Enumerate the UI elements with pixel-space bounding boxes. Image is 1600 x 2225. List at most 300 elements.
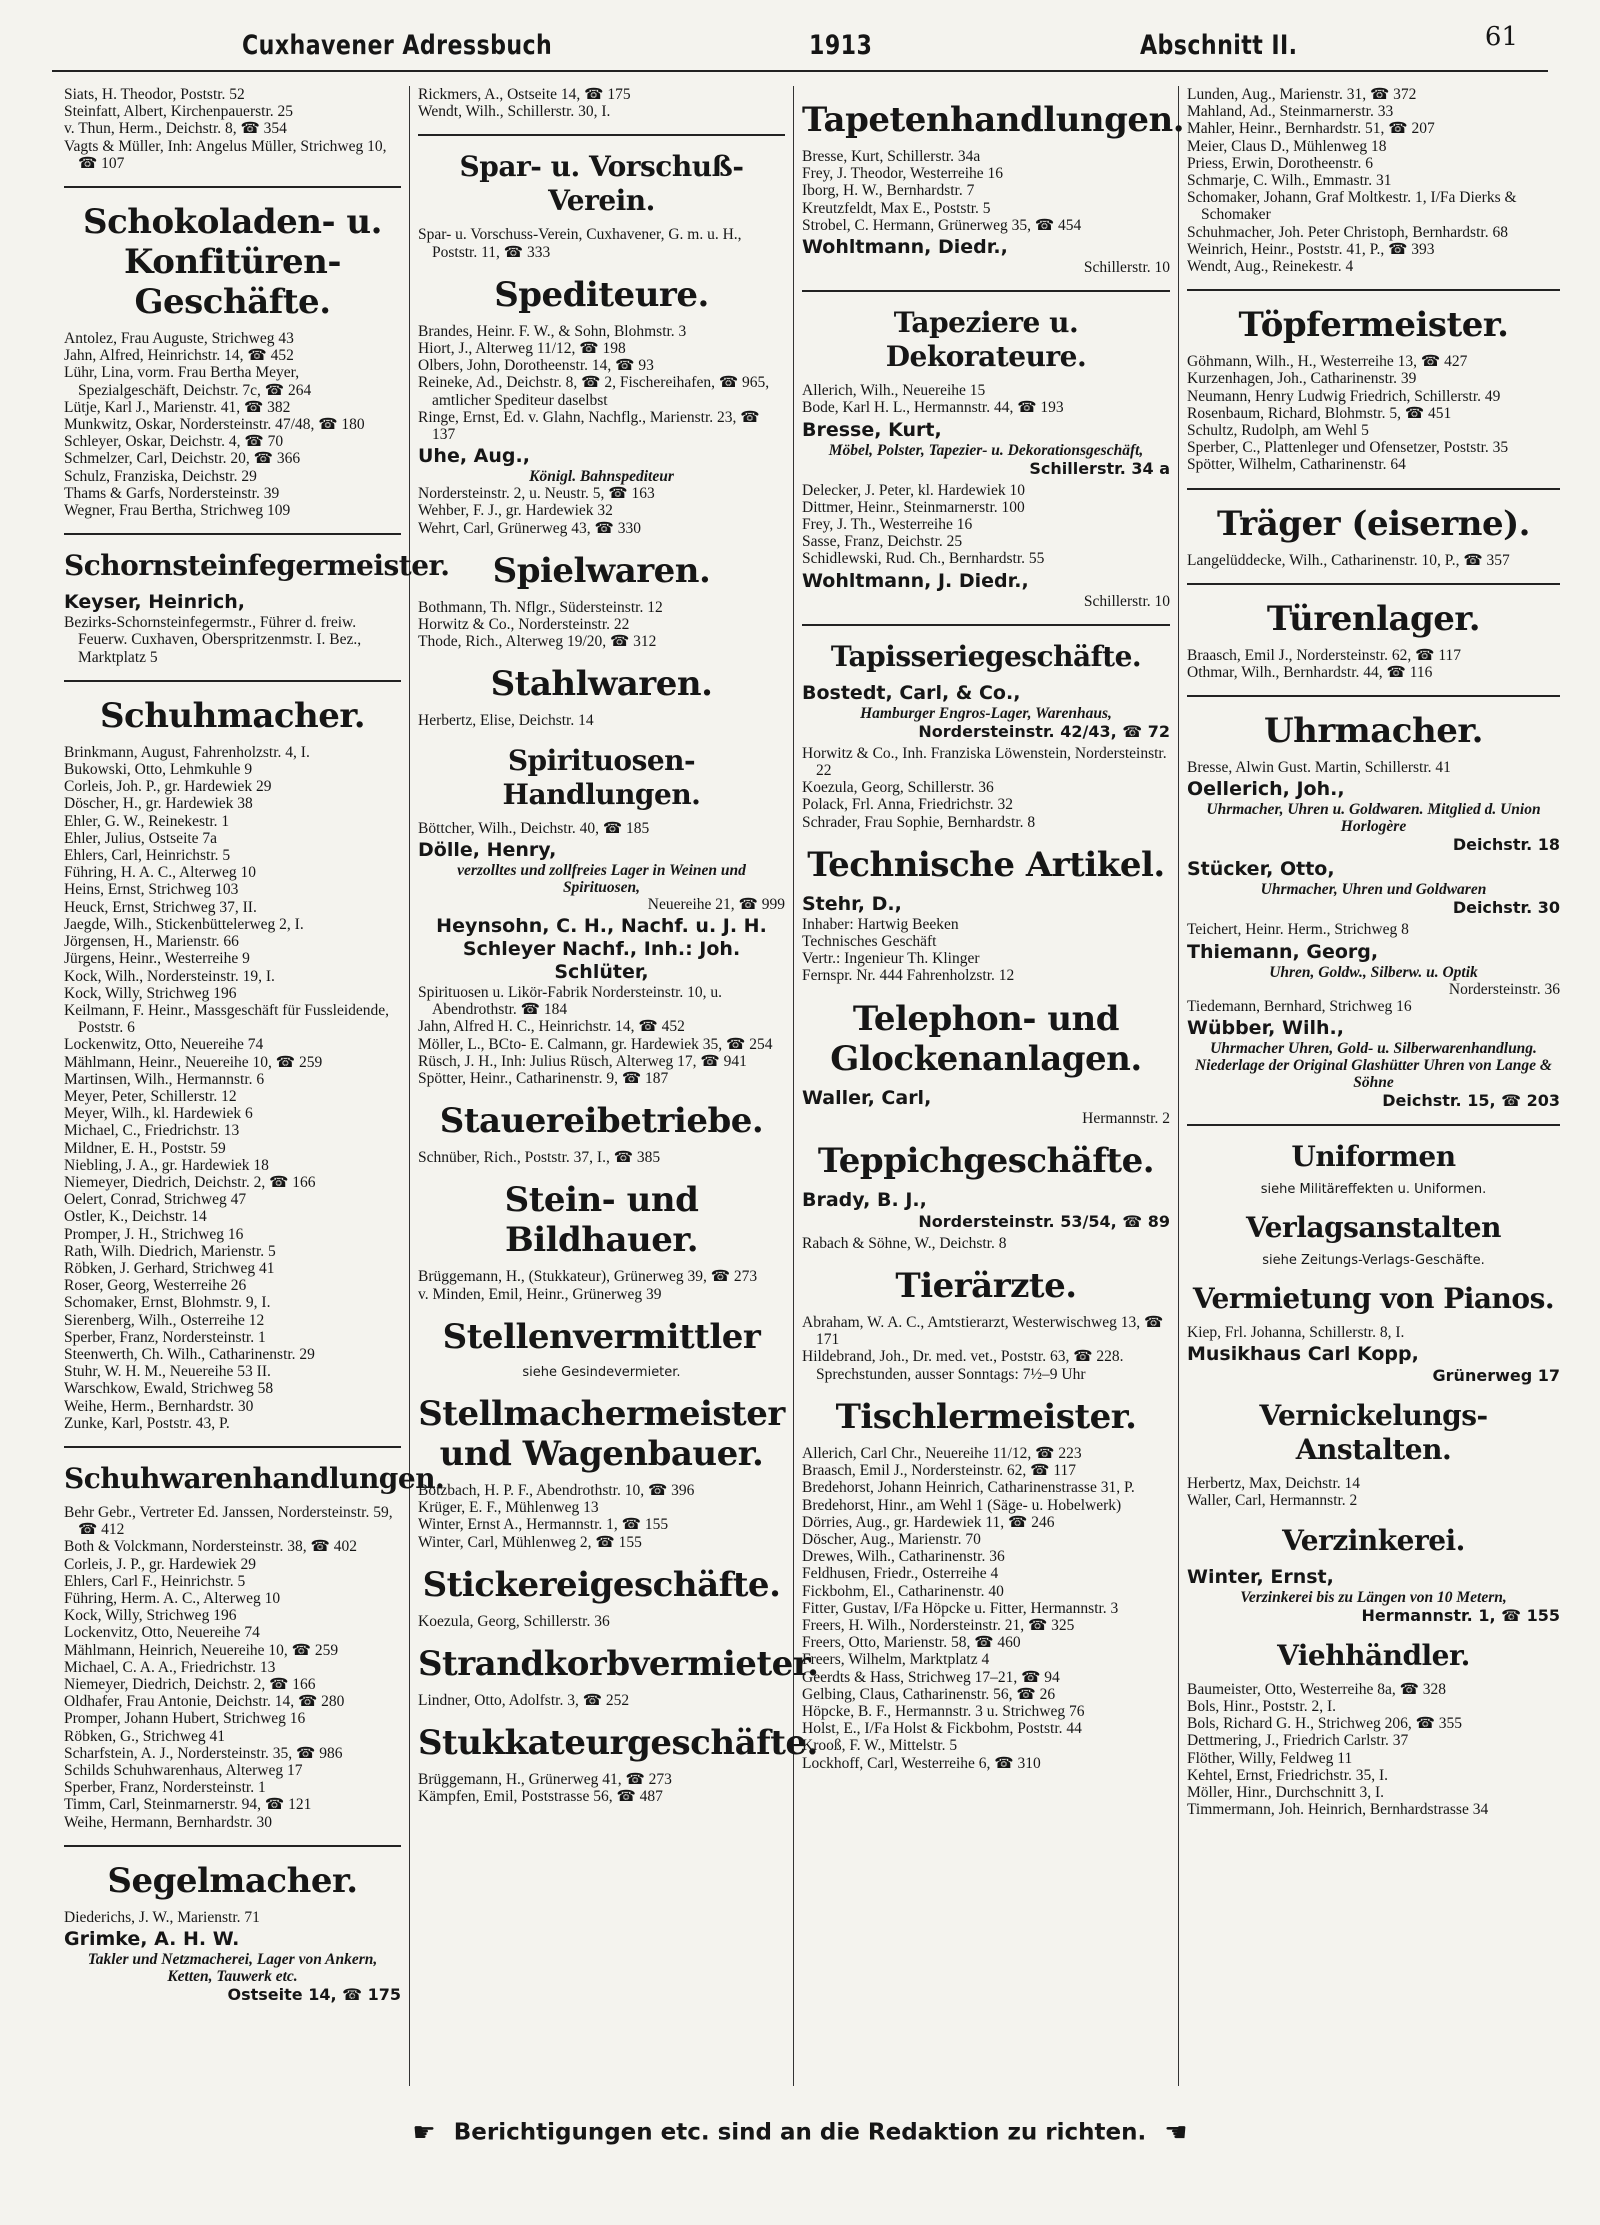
list-item: Horwitz & Co., Nordersteinstr. 22 (418, 616, 630, 634)
entry-wohltmann2-address: Schillerstr. 10 (1083, 592, 1170, 610)
heading-technische: Technische Artikel. (807, 844, 1165, 885)
list-item: Rosenbaum, Richard, Blohmstr. 5, ☎ 451 (1187, 404, 1452, 422)
list-item: Flöther, Willy, Feldweg 11 (1187, 1749, 1353, 1767)
list-item: Bresse, Kurt, Schillerstr. 34a (802, 148, 981, 165)
section-rule (1187, 289, 1560, 291)
page-footer (0, 2118, 1600, 2148)
list-item: Dörries, Aug., gr. Hardewiek 11, ☎ 246 (802, 1513, 1055, 1531)
entry-bostedt-name: Bostedt, Carl, & Co., (802, 681, 1021, 704)
entry-doelle-name: Dölle, Henry, (418, 838, 557, 861)
list-item: Kock, Willy, Strichweg 196 (64, 1607, 237, 1625)
list-item: Führing, H. A. C., Alterweg 10 (64, 864, 257, 882)
list-item: Mildner, E. H., Poststr. 59 (64, 1139, 226, 1157)
entry-list (64, 1504, 401, 1831)
entry-list (1187, 552, 1560, 569)
entry-list (418, 226, 785, 260)
entry-kopp-name: Musikhaus Carl Kopp, (1187, 1343, 1419, 1366)
list-item: Lühr, Lina, vorm. Frau Bertha Meyer, Spezialgeschäft, Deichstr. 7c, ☎ 264 (64, 364, 312, 399)
heading-verlag: Verlagsanstalten (1246, 1211, 1501, 1245)
entry-wuebber-address: Deichstr. 15, ☎ 203 (1382, 1091, 1560, 1111)
entry-wohltmann2-name: Wohltmann, J. Diedr., (802, 569, 1029, 592)
list-item: Schomaker, Ernst, Blohmstr. 9, I. (64, 1294, 271, 1312)
list-item: Neumann, Henry Ludwig Friedrich, Schillerstr. 49 (1187, 387, 1501, 405)
list-item: Promper, Johann Hubert, Strichweg 16 (64, 1710, 306, 1728)
list-item: Brüggemann, H., (Stukkateur), Grünerweg 39, ☎ 273 (418, 1268, 758, 1286)
list-item: Tiedemann, Bernhard, Strichweg 16 (1187, 997, 1412, 1015)
list-item: Brüggemann, H., Grünerweg 41, ☎ 273 (418, 1771, 672, 1789)
section-rule (802, 624, 1170, 626)
list-item: Freers, Wilhelm, Marktplatz 4 (802, 1651, 990, 1669)
list-item: Freers, H. Wilh., Nordersteinstr. 21, ☎ 325 (802, 1616, 1075, 1634)
list-item: Lunden, Aug., Marienstr. 31, ☎ 372 (1187, 86, 1417, 103)
list-item: Priess, Erwin, Dorotheenstr. 6 (1187, 154, 1373, 172)
list-item: Ehler, G. W., Reinekestr. 1 (64, 812, 230, 830)
note-uniformen: siehe Militäreffekten u. Uniformen. (1260, 1182, 1487, 1198)
heading-tapisserie: Tapisseriegeschäfte. (830, 639, 1142, 673)
list-item: Lockenwitz, Otto, Neuereihe 74 (64, 1036, 264, 1054)
entry-stuecker-detail: Uhrmacher, Uhren und Goldwaren (1260, 881, 1487, 899)
list-item: Spötter, Wilhelm, Catharinenstr. 64 (1187, 456, 1406, 474)
list-item: Ehler, Julius, Ostseite 7a (64, 829, 218, 847)
heading-tischler: Tischlermeister. (835, 1396, 1137, 1437)
heading-tapeziere: Tapeziere u. Dekorateure. (885, 306, 1087, 374)
entry-list (64, 86, 401, 172)
list-item: Both & Volckmann, Nordersteinstr. 38, ☎ 402 (64, 1538, 357, 1556)
list-item: Jaegde, Wilh., Stickenbüttelerweg 2, I. (64, 915, 304, 933)
header-section: Abschnitt II. (1140, 30, 1298, 61)
entry-list (64, 330, 401, 519)
list-item: Michael, C. A. A., Friedrichstr. 13 (64, 1658, 276, 1676)
entry-brady-address: Nordersteinstr. 53/54, ☎ 89 (918, 1211, 1170, 1231)
entry-list (64, 744, 401, 1432)
heading-tuerenlager: Türenlager. (1266, 598, 1481, 639)
heading-stellmacher: Stellmachermeister und Wagenbauer. (418, 1393, 785, 1474)
section-rule (1187, 583, 1560, 585)
section-rule (802, 290, 1170, 292)
list-item: Feldhusen, Friedr., Osterreihe 4 (802, 1565, 999, 1583)
entry-oellerich-address: Deichstr. 18 (1452, 835, 1560, 855)
entry-winter-detail: Verzinkerei bis zu Längen von 10 Metern, (1240, 1588, 1507, 1606)
heading-viehhaendler: Viehhändler. (1277, 1638, 1470, 1672)
list-item: Brinkmann, August, Fahrenholzstr. 4, I. (64, 743, 310, 761)
list-item: Kock, Wilh., Nordersteinstr. 19, I. (64, 967, 275, 985)
list-item: Sperber, Franz, Nordersteinstr. 1 (64, 1779, 266, 1797)
heading-stickerei: Stickereigeschäfte. (422, 1564, 781, 1605)
list-item: Steenwerth, Ch. Wilh., Catharinenstr. 29 (64, 1345, 315, 1363)
list-item: Gelbing, Claus, Catharinenstr. 56, ☎ 26 (802, 1685, 1056, 1703)
entry-list (1187, 353, 1560, 473)
entry-keyser-name: Keyser, Heinrich, (64, 591, 245, 614)
list-item: Oelert, Conrad, Strichweg 47 (64, 1191, 247, 1209)
entry-list (802, 482, 1170, 568)
entry-list (1187, 86, 1560, 275)
entry-waller-name: Waller, Carl, (802, 1086, 932, 1109)
entry-oellerich-detail: Uhrmacher, Uhren u. Goldwaren. Mitglied d. Union Horlogère (1206, 801, 1541, 836)
entry-stehr-name: Stehr, D., (802, 892, 902, 915)
list-item: Meyer, Peter, Schillerstr. 12 (64, 1087, 237, 1105)
list-item: Bresse, Alwin Gust. Martin, Schillerstr. 41 (1187, 759, 1451, 777)
list-item: Scharfstein, A. J., Nordersteinstr. 35, ☎ 986 (64, 1744, 343, 1762)
list-item: Möller, L., BCto- E. Calmann, gr. Hardewiek 35, ☎ 254 (418, 1035, 773, 1053)
entry-stuecker-address: Deichstr. 30 (1452, 898, 1560, 918)
columns (56, 86, 1568, 2086)
entry-list (418, 86, 785, 120)
entry-list (1187, 647, 1560, 681)
list-item: Wendt, Aug., Reinekestr. 4 (1187, 258, 1354, 276)
list-item: Niemeyer, Diedrich, Deichstr. 2, ☎ 166 (64, 1173, 316, 1191)
list-item: Krüger, E. F., Mühlenweg 13 (418, 1499, 599, 1517)
page-header (52, 22, 1548, 72)
entry-list (418, 1149, 785, 1166)
column-2 (410, 86, 819, 2086)
heading-uhrmacher: Uhrmacher. (1264, 711, 1483, 752)
list-item: Polack, Frl. Anna, Friedrichstr. 32 (802, 796, 1013, 814)
list-item: Ehlers, Carl F., Heinrichstr. 5 (64, 1572, 246, 1590)
entry-wohltmann1-name: Wohltmann, Diedr., (802, 236, 1008, 259)
entry-doelle-detail: verzolltes und zollfreies Lager in Weinen und Spirituosen, (457, 861, 746, 896)
entry-list (802, 382, 1170, 416)
column-1 (56, 86, 450, 2086)
entry-list (802, 148, 1170, 234)
list-item: Roser, Georg, Westerreihe 26 (64, 1277, 247, 1295)
list-item: Holst, E., I/Fa Holst & Fickbohm, Poststr. 44 (802, 1720, 1082, 1738)
list-item: Spar- u. Vorschuss-Verein, Cuxhavener, G. m. u. H., Poststr. 11, ☎ 333 (418, 226, 742, 261)
list-item: Sasse, Franz, Deichstr. 25 (802, 533, 963, 551)
list-item: Allerich, Carl Chr., Neuereihe 11/12, ☎ 223 (802, 1444, 1082, 1462)
section-rule (64, 186, 401, 188)
list-item: Lockhoff, Carl, Westerreihe 6, ☎ 310 (802, 1754, 1041, 1772)
section-rule (64, 1446, 401, 1448)
list-item: Schnüber, Rich., Poststr. 37, I., ☎ 385 (418, 1149, 661, 1167)
entry-list (1187, 1324, 1560, 1341)
list-item: Bredehorst, Johann Heinrich, Catharinenstrasse 31, P. (802, 1479, 1135, 1497)
heading-toepfer: Töpfermeister. (1238, 305, 1509, 346)
list-item: Weihe, Hermann, Bernhardstr. 30 (64, 1813, 272, 1831)
heading-schornsteinfeger: Schornsteinfegermeister. (64, 549, 450, 583)
list-item: Teichert, Heinr. Herm., Strichweg 8 (1187, 921, 1409, 939)
entry-bostedt-detail: Hamburger Engros-Lager, Warenhaus, (860, 704, 1112, 722)
section-rule (64, 680, 401, 682)
list-item: v. Minden, Emil, Heinr., Grünerweg 39 (418, 1285, 662, 1303)
list-item: Promper, J. H., Strichweg 16 (64, 1225, 244, 1243)
heading-schokoladen: Schokoladen- u. Konfitüren-Geschäfte. (83, 202, 382, 323)
list-item: Rath, Wilh. Diedrich, Marienstr. 5 (64, 1242, 276, 1260)
heading-uniformen: Uniformen (1291, 1140, 1456, 1174)
list-item: Martinsen, Wilh., Hermannstr. 6 (64, 1070, 265, 1088)
list-item: Heuck, Ernst, Strichweg 37, II. (64, 898, 257, 916)
list-item: Nordersteinstr. 2, u. Neustr. 5, ☎ 163 (418, 485, 655, 503)
list-item: Niebling, J. A., gr. Hardewiek 18 (64, 1156, 269, 1174)
list-item: Wehber, F. J., gr. Hardewiek 32 (418, 502, 613, 520)
list-item: Herbertz, Max, Deichstr. 14 (1187, 1475, 1361, 1493)
list-item: Drewes, Wilh., Catharinenstr. 36 (802, 1548, 1005, 1566)
list-item: Bukowski, Otto, Lehmkuhle 9 (64, 761, 253, 779)
list-item: Bols, Hinr., Poststr. 2, I. (1187, 1697, 1336, 1715)
list-item: Dettmering, J., Friedrich Carlstr. 37 (1187, 1732, 1409, 1750)
list-item: Iborg, H. W., Bernhardstr. 7 (802, 182, 975, 200)
list-item: Mahler, Heinr., Bernhardstr. 51, ☎ 207 (1187, 120, 1435, 138)
list-item: Othmar, Wilh., Bernhardstr. 44, ☎ 116 (1187, 664, 1433, 682)
list-item: Führing, Herm. A. C., Alterweg 10 (64, 1590, 281, 1607)
list-item: Sierenberg, Wilh., Osterreihe 12 (64, 1311, 265, 1329)
entry-doelle-address: Neuereihe 21, ☎ 999 (647, 895, 785, 913)
list-item: Wendt, Wilh., Schillerstr. 30, I. (418, 103, 611, 121)
column-4 (1179, 86, 1568, 2086)
list-item: Schilds Schuhwarenhaus, Alterweg 17 (64, 1762, 303, 1780)
list-item: Winter, Carl, Mühlenweg 2, ☎ 155 (418, 1533, 642, 1551)
list-item: Allerich, Wilh., Neuereihe 15 (802, 382, 986, 400)
list-item: Brandes, Heinr. F. W., & Sohn, Blohmstr. 3 (418, 322, 687, 340)
list-item: Kämpfen, Emil, Poststrasse 56, ☎ 487 (418, 1788, 663, 1806)
header-title: Cuxhavener Adressbuch (242, 30, 553, 61)
list-item: Krooß, F. W., Mittelstr. 5 (802, 1737, 958, 1755)
list-item: Delecker, J. Peter, kl. Hardewiek 10 (802, 481, 1025, 499)
entry-list (418, 712, 785, 729)
list-item: Vertr.: Ingenieur Th. Klinger (802, 950, 980, 968)
list-item: Schleyer, Oskar, Deichstr. 4, ☎ 70 (64, 433, 284, 451)
entry-uhe-detail: Königl. Bahnspediteur (529, 468, 674, 486)
entry-list (418, 485, 785, 537)
list-item: Munkwitz, Oskar, Nordersteinstr. 47/48, ☎ 180 (64, 416, 365, 434)
entry-list (1187, 998, 1560, 1015)
list-item: Kreutzfeldt, Max E., Poststr. 5 (802, 199, 991, 217)
entry-kopp-address: Grünerweg 17 (1432, 1366, 1560, 1386)
list-item: Braasch, Emil J., Nordersteinstr. 62, ☎ 117 (1187, 646, 1462, 664)
list-item: Timm, Carl, Steinmarnerstr. 94, ☎ 121 (64, 1796, 312, 1814)
entry-wohltmann1-address: Schillerstr. 10 (1083, 259, 1170, 277)
entry-list (802, 1314, 1170, 1383)
list-item: Hildebrand, Joh., Dr. med. vet., Poststr. 63, ☎ 228. Sprechstunden, ausser Sonntags: 7½–9 Uhr (802, 1348, 1124, 1383)
section-rule (1187, 488, 1560, 490)
list-item: Weinrich, Heinr., Poststr. 41, P., ☎ 393 (1187, 240, 1435, 258)
list-item: Weihe, Herm., Bernhardstr. 30 (64, 1397, 254, 1415)
list-item: Rickmers, A., Ostseite 14, ☎ 175 (418, 86, 631, 103)
list-item: Warschkow, Ewald, Strichweg 58 (64, 1380, 274, 1398)
heading-stellenvermittler: Stellenvermittler (442, 1316, 761, 1357)
list-item: Keilmann, F. Heinr., Massgeschäft für Fussleidende, Poststr. 6 (64, 1001, 390, 1037)
list-item: Fitter, Gustav, I/Fa Höpcke u. Fitter, Hermannstr. 3 (802, 1599, 1119, 1617)
list-item: Freers, Otto, Marienstr. 58, ☎ 460 (802, 1634, 1021, 1652)
entry-thiemann-name: Thiemann, Georg, (1187, 940, 1379, 963)
heading-teppich: Teppichgeschäfte. (817, 1140, 1155, 1181)
note-verlag: siehe Zeitungs-Verlags-Geschäfte. (1262, 1253, 1485, 1269)
header-year: 1913 (809, 30, 873, 61)
entry-list (1187, 921, 1560, 938)
list-item: Baumeister, Otto, Westerreihe 8a, ☎ 328 (1187, 1680, 1447, 1698)
list-item: Technisches Geschäft (802, 933, 937, 951)
list-item: Kurzenhagen, Joh., Catharinenstr. 39 (1187, 370, 1417, 388)
heading-telephon: Telephon- und Glockenanlagen. (830, 998, 1142, 1079)
entry-wuebber-detail: Uhrmacher Uhren, Gold- u. Silberwarenhandlung. Niederlage der Original Glashütter Uhren von Lange & Söhne (1195, 1040, 1552, 1092)
entry-grimke-detail: Takler und Netzmacherei, Lager von Ankern, Ketten, Tauwerk etc. (87, 1951, 378, 1986)
entry-winter-name: Winter, Ernst, (1187, 1565, 1334, 1588)
list-item: Fickbohm, El., Catharinenstr. 40 (802, 1582, 1004, 1600)
entry-list (64, 1909, 401, 1926)
heading-stauerei: Stauereibetriebe. (439, 1101, 764, 1142)
list-item: Waller, Carl, Hermannstr. 2 (1187, 1492, 1358, 1510)
list-item: Botzbach, H. P. F., Abendrothstr. 10, ☎ 396 (418, 1481, 695, 1499)
list-item: Rüsch, J. H., Inh: Julius Rüsch, Alterweg 17, ☎ 941 (418, 1052, 747, 1070)
entry-list (418, 323, 785, 443)
column-3 (794, 86, 1185, 2086)
entry-list (418, 1692, 785, 1709)
list-item: Möller, Hinr., Durchschnitt 3, I. (1187, 1783, 1384, 1801)
list-item: Bode, Karl H. L., Hermannstr. 44, ☎ 193 (802, 399, 1064, 417)
heading-spediteure: Spediteure. (494, 274, 709, 315)
list-item: Corleis, J. P., gr. Hardewiek 29 (64, 1555, 257, 1573)
entry-grimke-name: Grimke, A. H. W. (64, 1928, 240, 1951)
list-item: Schuhmacher, Joh. Peter Christoph, Bernhardstr. 68 (1187, 223, 1508, 241)
list-item: Spötter, Heinr., Catharinenstr. 9, ☎ 187 (418, 1070, 669, 1088)
entry-winter-address: Hermannstr. 1, ☎ 155 (1361, 1605, 1560, 1625)
heading-spirituosen: Spirituosen-Handlungen. (502, 743, 701, 811)
list-item: Mählmann, Heinrich, Neuereihe 10, ☎ 259 (64, 1641, 339, 1659)
entry-oellerich-name: Oellerich, Joh., (1187, 778, 1345, 801)
list-item: Röbken, G., Strichweg 41 (64, 1727, 226, 1745)
heading-traeger: Träger (eiserne). (1216, 503, 1531, 544)
list-item: Mahland, Ad., Steinmarnerstr. 33 (1187, 103, 1394, 121)
heading-schuhwaren: Schuhwarenhandlungen. (64, 1461, 445, 1495)
list-item: Ehlers, Carl, Heinrichstr. 5 (64, 847, 231, 865)
list-item: Mählmann, Heinr., Neuereihe 10, ☎ 259 (64, 1053, 323, 1071)
section-rule (64, 533, 401, 535)
list-item: Röbken, J. Gerhard, Strichweg 41 (64, 1259, 275, 1277)
list-item: Oldhafer, Frau Antonie, Deichstr. 14, ☎ 280 (64, 1693, 345, 1711)
entry-list (802, 1235, 1170, 1252)
list-item: Thode, Rich., Alterweg 19/20, ☎ 312 (418, 633, 657, 651)
entry-list (418, 984, 785, 1087)
list-item: Thams & Garfs, Nordersteinstr. 39 (64, 484, 280, 502)
list-item: Frey, J. Theodor, Westerreihe 16 (802, 165, 1004, 183)
list-item: Antolez, Frau Auguste, Strichweg 43 (64, 330, 294, 348)
list-item: Abraham, W. A. C., Amtstierarzt, Westerwischweg 13, ☎ 171 (802, 1314, 1164, 1349)
heading-pianos: Vermietung von Pianos. (1192, 1282, 1555, 1316)
list-item: Horwitz & Co., Inh. Franziska Löwenstein, Nordersteinstr. 22 (802, 744, 1167, 780)
list-item: Sperber, C., Plattenleger und Ofensetzer, Poststr. 35 (1187, 439, 1509, 457)
page-number: 61 (1484, 22, 1518, 52)
entry-bresse-name: Bresse, Kurt, (802, 418, 942, 441)
list-item: Fernspr. Nr. 444 Fahrenholzstr. 12 (802, 967, 1015, 985)
list-item: Reineke, Ad., Deichstr. 8, ☎ 2, Fischereihafen, ☎ 965, amtlicher Spediteur daselbst (418, 374, 770, 409)
heading-sparverein: Spar- u. Vorschuß-Verein. (459, 150, 744, 218)
list-item: Steinfatt, Albert, Kirchenpauerstr. 25 (64, 103, 293, 121)
list-item: Koezula, Georg, Schillerstr. 36 (418, 1612, 610, 1630)
entry-keyser-detail: Bezirks-Schornsteinfegermstr., Führer d. freiw. Feuerw. Cuxhaven, Oberspritzenmstr. I. Bez., Marktplatz 5 (64, 614, 362, 666)
entry-brady-name: Brady, B. J., (802, 1188, 927, 1211)
list-item: Meyer, Wilh., kl. Hardewiek 6 (64, 1105, 253, 1123)
list-item: Jahn, Alfred H. C., Heinrichstr. 14, ☎ 452 (418, 1018, 685, 1036)
entry-list (418, 1613, 785, 1630)
list-item: Bols, Richard G. H., Strichweg 206, ☎ 355 (1187, 1715, 1463, 1733)
list-item: Lütje, Karl J., Marienstr. 41, ☎ 382 (64, 398, 291, 416)
list-item: Kiep, Frl. Johanna, Schillerstr. 8, I. (1187, 1324, 1405, 1342)
list-item: Schidlewski, Rud. Ch., Bernhardstr. 55 (802, 550, 1045, 568)
list-item: Niemeyer, Diedrich, Deichstr. 2, ☎ 166 (64, 1676, 316, 1694)
list-item: Braasch, Emil J., Nordersteinstr. 62, ☎ 117 (802, 1462, 1077, 1480)
list-item: Döscher, H., gr. Hardewiek 38 (64, 795, 253, 813)
list-item: Wehrt, Carl, Grünerweg 43, ☎ 330 (418, 519, 641, 537)
list-item: Diederichs, J. W., Marienstr. 71 (64, 1908, 260, 1926)
section-rule (1187, 695, 1560, 697)
list-item: Jörgensen, H., Marienstr. 66 (64, 933, 239, 951)
list-item: Winter, Ernst A., Hermannstr. 1, ☎ 155 (418, 1516, 669, 1534)
list-item: Inhaber: Hartwig Beeken (802, 915, 959, 933)
list-item: Heins, Ernst, Strichweg 103 (64, 881, 239, 899)
heading-stukkateur: Stukkateurgeschäfte. (418, 1723, 818, 1764)
list-item: Jahn, Alfred, Heinrichstr. 14, ☎ 452 (64, 347, 294, 365)
list-item: Siats, H. Theodor, Poststr. 52 (64, 86, 245, 103)
list-item: Höpcke, B. F., Hermannstr. 3 u. Strichweg 76 (802, 1702, 1085, 1720)
entry-bresse-detail: Möbel, Polster, Tapezier- u. Dekorationsgeschäft, (828, 441, 1144, 459)
heading-strandkorb: Strandkorbvermieter. (418, 1643, 819, 1684)
list-item: v. Thun, Herm., Deichstr. 8, ☎ 354 (64, 120, 287, 138)
section-rule (418, 134, 785, 136)
entry-list (418, 599, 785, 651)
heading-spielwaren: Spielwaren. (492, 550, 711, 591)
entry-list (1187, 1681, 1560, 1819)
list-item: Kehtel, Ernst, Friedrichstr. 35, I. (1187, 1766, 1389, 1784)
list-item: Frey, J. Th., Westerreihe 16 (802, 516, 973, 534)
list-item: Timmermann, Joh. Heinrich, Bernhardstrasse 34 (1187, 1801, 1489, 1819)
list-item: Spirituosen u. Likör-Fabrik Nordersteinstr. 10, u. Abendrothstr. ☎ 184 (418, 984, 723, 1019)
list-item: Böttcher, Wilh., Deichstr. 40, ☎ 185 (418, 819, 650, 837)
list-item: Schomaker, Johann, Graf Moltkestr. 1, I/Fa Dierks & Schomaker (1187, 189, 1517, 224)
list-item: Michael, C., Friedrichstr. 13 (64, 1122, 240, 1140)
list-item: Schulz, Franziska, Deichstr. 29 (64, 467, 257, 485)
list-item: Behr Gebr., Vertreter Ed. Janssen, Nordersteinstr. 59, ☎ 412 (64, 1503, 393, 1539)
list-item: Herbertz, Elise, Deichstr. 14 (418, 712, 594, 730)
entry-list (418, 1482, 785, 1551)
entry-grimke-address: Ostseite 14, ☎ 175 (227, 1985, 401, 2005)
list-item: Koezula, Georg, Schillerstr. 36 (802, 779, 994, 797)
list-item: Bredehorst, Hinr., am Wehl 1 (Säge- u. Hobelwerk) (802, 1496, 1122, 1514)
list-item: Schmelzer, Carl, Deichstr. 20, ☎ 366 (64, 450, 301, 468)
heading-verzinkerei: Verzinkerei. (1282, 1523, 1465, 1557)
list-item: Schultz, Rudolph, am Wehl 5 (1187, 422, 1369, 440)
footer-note: Berichtigungen etc. sind an die Redaktion zu richten. (453, 2119, 1147, 2146)
list-item: Hiort, J., Alterweg 11/12, ☎ 198 (418, 340, 626, 358)
list-item: Schmarje, C. Wilh., Emmastr. 31 (1187, 172, 1392, 190)
list-item: Göhmann, Wilh., H., Westerreihe 13, ☎ 427 (1187, 353, 1468, 371)
entry-list (418, 1268, 785, 1302)
entry-bresse-address: Schillerstr. 34 a (1029, 458, 1170, 478)
list-item: Dittmer, Heinr., Steinmarnerstr. 100 (802, 498, 1025, 516)
entry-stuecker-name: Stücker, Otto, (1187, 858, 1335, 881)
heading-schuhmacher: Schuhmacher. (99, 695, 366, 736)
heading-segelmacher: Segelmacher. (107, 1860, 358, 1901)
list-item: Ringe, Ernst, Ed. v. Glahn, Nachflg., Marienstr. 23, ☎ 137 (418, 408, 760, 444)
list-item: Döscher, Aug., Marienstr. 70 (802, 1530, 981, 1548)
entry-heynsohn-name: Heynsohn, C. H., Nachf. u. J. H. Schleyer Nachf., Inh.: Joh. Schlüter, (436, 915, 767, 984)
list-item: Sperber, Franz, Nordersteinstr. 1 (64, 1328, 266, 1346)
entry-list (802, 745, 1170, 831)
list-item: Strobel, C. Hermann, Grünerweg 35, ☎ 454 (802, 216, 1082, 234)
entry-bostedt-address: Nordersteinstr. 42/43, ☎ 72 (918, 721, 1170, 741)
heading-steinbildhauer: Stein- und Bildhauer. (504, 1180, 699, 1261)
entry-list (418, 820, 785, 837)
section-rule (64, 1845, 401, 1847)
heading-stahlwaren: Stahlwaren. (490, 664, 713, 705)
list-item: Jürgens, Heinr., Westerreihe 9 (64, 950, 250, 968)
list-item: Kock, Willy, Strichweg 196 (64, 984, 237, 1002)
entry-waller-address: Hermannstr. 2 (1082, 1109, 1170, 1127)
entry-thiemann-detail: Uhren, Goldw., Silberw. u. Optik (1269, 963, 1478, 981)
entry-wuebber-name: Wübber, Wilh., (1187, 1017, 1344, 1040)
section-rule (1187, 1124, 1560, 1126)
entry-list (1187, 759, 1560, 776)
list-item: Lindner, Otto, Adolfstr. 3, ☎ 252 (418, 1691, 630, 1709)
heading-tieraerzte: Tierärzte. (895, 1266, 1077, 1307)
